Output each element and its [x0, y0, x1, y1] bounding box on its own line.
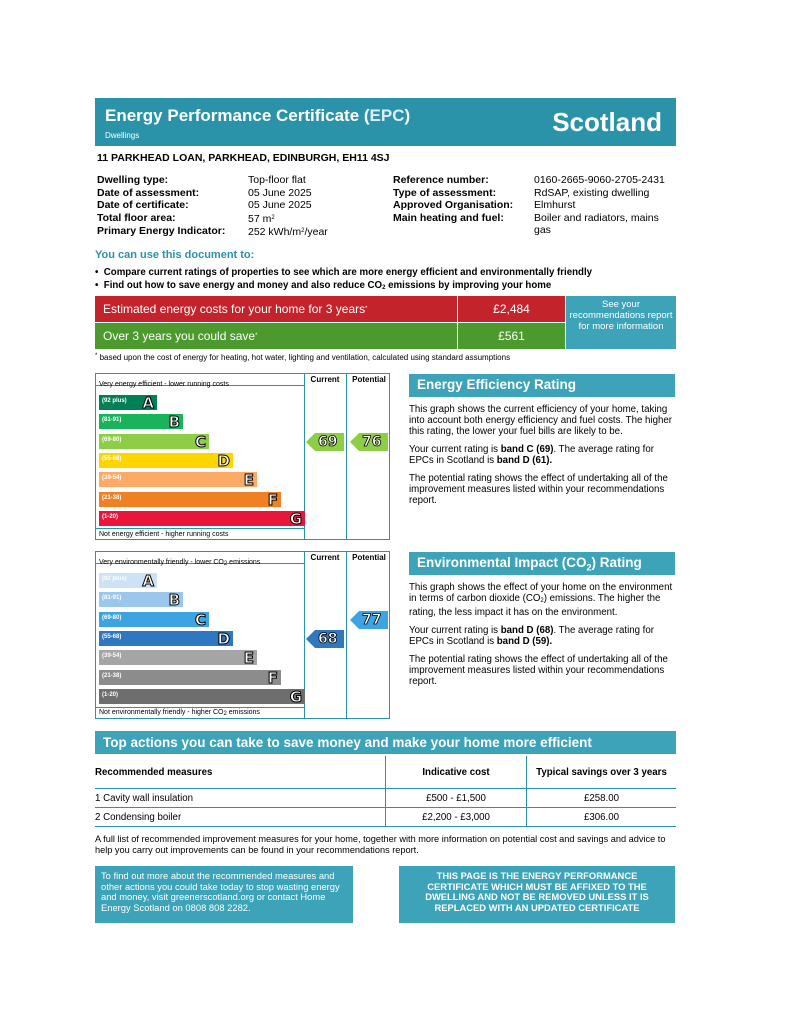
energy-efficiency-heading: Energy Efficiency Rating — [409, 374, 675, 397]
assessment-type-value: RdSAP, existing dwelling — [534, 186, 650, 199]
environmental-impact-heading: Environmental Impact $(CO_2)$ Rating — [409, 552, 675, 575]
band-range: (81-91) — [102, 595, 122, 602]
band-letter: E — [243, 649, 254, 668]
country-label: Scotland — [552, 107, 662, 137]
band-letter: G — [289, 509, 302, 528]
savings-1: £258.00 — [583, 793, 620, 804]
property-address: 11 PARKHEAD LOAN, PARKHEAD, EDINBURGH, EH11 4SJ — [97, 152, 390, 164]
estimated-costs-value: £2,484 — [458, 296, 565, 322]
eir-paragraph-2: Your current rating is band D (68). The average rating for EPCs in Scotland is band D (59). — [409, 625, 654, 647]
band-letter: C — [194, 432, 206, 451]
top-actions-heading: Top actions you can take to save money and make your home more efficient — [95, 731, 676, 754]
certificate-date-label: Date of certificate: — [97, 199, 189, 211]
band-letter: E — [243, 471, 254, 490]
band-letter: A — [142, 572, 154, 590]
band-letter: B — [168, 413, 180, 432]
heating-value: Boiler and radiators, mains gas — [534, 211, 659, 236]
energy-costs-table — [95, 296, 676, 350]
band-c — [99, 434, 209, 449]
band-range: (92 plus) — [102, 398, 127, 404]
band-range: (69-80) — [102, 614, 122, 621]
inefficient-note: Not energy efficient - higher running costs — [99, 531, 229, 538]
use-document-heading: You can use this document to: — [95, 249, 255, 261]
current-column-header: Current — [310, 553, 340, 562]
full-list-note: A full list of recommended improvement measures for your home, together with more information on potential cost and savings and advice to help you carry out improvements can be found in your recommendations report. — [95, 834, 666, 855]
cost-column-header: Indicative cost — [422, 767, 490, 778]
band-letter: D — [217, 629, 230, 648]
use-document-list — [95, 267, 592, 294]
energy-efficiency-graph — [95, 373, 390, 540]
certificate-title: Energy Performance Certificate (EPC) — [105, 106, 411, 125]
environmental-impact-text — [409, 582, 675, 694]
dwelling-type-label: Dwelling type: — [97, 174, 169, 186]
band-b — [99, 413, 183, 432]
pei-label: Primary Energy Indicator: — [97, 225, 226, 237]
band-f — [99, 492, 281, 507]
energy-efficiency-text — [409, 404, 675, 513]
potential-column-header: Potential — [352, 375, 386, 384]
band-letter: F — [267, 668, 278, 687]
certificate-subtitle: Dwellings — [105, 131, 140, 140]
band-g — [99, 511, 305, 526]
measures-column-header: Recommended measures — [95, 767, 213, 778]
eer-paragraph-1: This graph shows the current efficiency of your home, taking into account both energy efficiency and fuel costs. The higher this rating, the lower your fuel bills are likely to be. — [409, 404, 672, 437]
band-letter: A — [142, 394, 154, 412]
eir-paragraph-3: The potential rating shows the effect of undertaking all of the improvement measures listed within your recommendations report. — [409, 654, 668, 687]
band-range: (55-68) — [102, 633, 122, 640]
organisation-label: Approved Organisation: — [393, 199, 514, 211]
assessment-date-label: Date of assessment: — [97, 186, 200, 199]
eir-paragraph-1: This graph shows the effect of your home on the environment in terms of carbon dioxide $(CO_2)$ emissions. The higher the rating, the less impact it has on the environment. — [409, 582, 673, 618]
band-range: (69-80) — [102, 436, 122, 443]
band-range: (55-68) — [102, 455, 122, 462]
savings-value: £561 — [458, 323, 565, 349]
current-rating-indicator — [306, 433, 344, 451]
potential-rating-value: 77 — [362, 611, 382, 628]
cost-2: £2,200 - £3,000 — [422, 812, 490, 823]
unfriendly-note: Not environmentally friendly - higher $CO_2$ emissions — [99, 709, 260, 717]
footer-divider — [96, 707, 304, 708]
band-range: (21-38) — [102, 494, 122, 501]
potential-column-divider — [346, 552, 347, 718]
band-f — [99, 670, 281, 685]
eer-paragraph-2: Your current rating is band C (69). The average rating for EPCs in Scotland is band D (61). — [409, 444, 654, 466]
epc-header — [95, 98, 676, 146]
cost-1: £500 - £1,500 — [426, 793, 486, 804]
savings-2: £306.00 — [583, 812, 620, 823]
assessment-details — [393, 174, 678, 237]
row-divider — [95, 788, 676, 789]
potential-rating-indicator — [350, 433, 388, 451]
measure-1: 1 Cavity wall insulation — [95, 793, 193, 804]
organisation-value: Elmhurst — [534, 199, 576, 211]
find-out-more-box: To find out more about the recommended measures and other actions you could take today to stop wasting energy and money, visit greenerscotland.org or contact Home Energy Scotland on 0808 808 2282. — [95, 866, 353, 923]
floor-area-value: 57 $m^2$ — [248, 212, 275, 225]
current-column-header: Current — [310, 375, 340, 384]
bullet-save: • Find out how to save energy and money and also reduce $CO_2$ emissions by improving your home — [95, 279, 552, 291]
potential-rating-indicator — [350, 611, 388, 629]
assessment-type-label: Type of assessment: — [393, 186, 497, 199]
band-e — [99, 471, 257, 490]
band-letter: B — [168, 591, 180, 610]
band-d — [99, 453, 233, 468]
band-range: (39-54) — [102, 475, 122, 482]
band-b — [99, 591, 183, 610]
affix-certificate-notice: THIS PAGE IS THE ENERGY PERFORMANCE CERTIFICATE WHICH MUST BE AFFIXED TO THE DWELLING AND NOT BE REMOVED UNLESS IT IS REPLACED WITH AN UPDATED CERTIFICATE — [399, 866, 675, 923]
band-a — [99, 573, 157, 588]
pei-value: 252 kWh/$m^2$/year — [248, 226, 328, 238]
certificate-date-value: 05 June 2025 — [248, 199, 312, 211]
costs-footnote: * based upon the cost of energy for heating, hot water, lighting and ventilation, calculated using standard assumptions — [95, 353, 511, 362]
current-rating-indicator — [306, 630, 344, 648]
savings-label: Over 3 years you could save* — [95, 323, 457, 349]
savings-column-header: Typical savings over 3 years — [536, 767, 667, 778]
band-range: (81-91) — [102, 417, 122, 424]
band-range: (1-20) — [102, 513, 119, 520]
estimated-costs-label: Estimated energy costs for your home for 3 years* — [95, 296, 457, 322]
band-range: (92 plus) — [102, 576, 127, 582]
band-a — [99, 395, 157, 410]
footer-divider — [96, 528, 304, 529]
potential-column-header: Potential — [352, 553, 386, 562]
friendly-note: Very environmentally friendly - lower $CO_2$ emissions — [99, 559, 261, 567]
measure-2: 2 Condensing boiler — [95, 812, 182, 823]
see-recommendations-note: See your recommendations report for more information — [566, 296, 676, 349]
band-letter: F — [267, 490, 278, 509]
row-divider — [95, 807, 676, 808]
band-g — [99, 689, 305, 704]
eer-paragraph-3: The potential rating shows the effect of undertaking all of the improvement measures listed within your recommendations report. — [409, 473, 668, 506]
potential-rating-value: 76 — [362, 433, 382, 450]
efficient-note: Very energy efficient - lower running costs — [99, 381, 229, 388]
band-letter: C — [194, 610, 206, 629]
band-c — [99, 612, 209, 627]
current-rating-value: 69 — [318, 433, 338, 450]
current-rating-value: 68 — [318, 630, 338, 647]
bullet-compare: • Compare current ratings of properties to see which are more energy efficient and environmentally friendly — [95, 267, 593, 278]
dwelling-type-value: Top-floor flat — [248, 174, 306, 186]
reference-value: 0160-2665-9060-2705-2431 — [534, 174, 665, 186]
band-range: (1-20) — [102, 691, 119, 698]
band-letter: D — [217, 451, 230, 470]
reference-label: Reference number: — [393, 174, 489, 186]
assessment-date-value: 05 June 2025 — [248, 186, 312, 199]
band-e — [99, 649, 257, 668]
dwelling-details — [97, 174, 328, 239]
row-divider — [95, 826, 676, 827]
potential-column-divider — [346, 374, 347, 539]
band-range: (21-38) — [102, 672, 122, 679]
environmental-impact-graph — [95, 551, 390, 719]
floor-area-label: Total floor area: — [97, 211, 176, 224]
band-letter: G — [289, 687, 302, 706]
band-range: (39-54) — [102, 653, 122, 660]
heating-label: Main heating and fuel: — [393, 211, 504, 224]
band-d — [99, 631, 233, 646]
